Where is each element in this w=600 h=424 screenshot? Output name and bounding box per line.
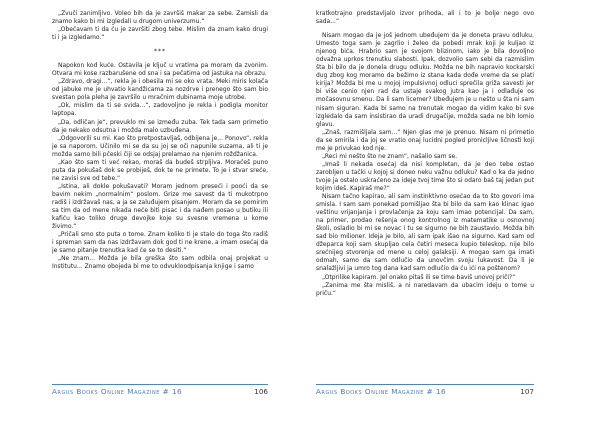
right-page-text xyxy=(316,10,534,390)
paragraph: „Imaš li nekada osećaj da nisi kompletan, da je deo tebe ostao zarobljen u tački u kojoj si doneo neku važnu odluku? Kad o ka da jedno tvoje ja ostalo uskraćeno za ideje tvoj time što si odaro baš taj jedan put kojim ideš. Kapiraš me?“ xyxy=(316,160,534,192)
magazine-title: Argus Books Online Magazine # 16 xyxy=(316,387,447,397)
paragraph: „Ok, mislim da ti se svida...“, zadovoljno je rekla i podigla monitor laptopa. xyxy=(52,102,268,118)
left-page-text xyxy=(52,10,268,390)
section-break: *** xyxy=(154,48,166,56)
paragraph: Nisam tačno kapirao, ali sam instinktivno osećao da to što govori ima smisla. I sam sam ponekad pomišljao šta bi bilo da sam kao klinac igao veštinu vrijanjanja i provlačenja za koju sam imao potencijal. Da sam, na primer, prodao rešenja onog kontrolnog iz matematike u osnovnoj školi, osladio bi mi se novac i tu se sigurno ne bih zaustavio. Možda bih sad bio milioner. Ideja je bilo, ali sam ipak išao na sigurno. Kad sam od džeparca koji sam skupljao cela četiri meseca kupio teleskop, nije bilo srećnijeg stvorenja od mene u celoj galaksiji. A mogao sam ga imati odmah, samo da sam odlučio da unovčim svoju lukavost. Da li je snalažljivi ja umro tog dana kad sam odlučio da ću ići na poštenom? xyxy=(316,193,534,273)
paragraph: „Kao što sam ti već rekao, moraš da budeš strpljiva. Moraćeš puno puta da pokušaš dok se probiješ, dok te ne primete. To je i stvar sreće, ne zavisi sve od tebe.“ xyxy=(52,158,268,182)
paragraph: „Zvuči zanimljivo. Voleo bih da je završiš makar za sebe. Zamisli da znamo kako bi mi izgledali u drugom univerzumu.“ xyxy=(52,10,268,26)
left-page-footer xyxy=(52,384,268,396)
magazine-title: Argus Books Online Magazine # 16 xyxy=(52,387,183,397)
paragraph: „Pričali smo sto puta o tome. Znam koliko ti je stalo do toga što radiš i spreman sam da nas izdržavam dok god ti ne krene, a imam osećaj da je samo pitanje trenutka kad će se to desiti.“ xyxy=(52,231,268,255)
paragraph: „Zdravo, dragi...“, rekla je i obesila mi se oko vrata. Meki miris kolača od jabuke me je uhvatio kandžicama za nozdrve i prenego što sam bio svestan pola pleha je završilo u mračnim dubinama moje utrobe. xyxy=(52,78,268,102)
right-page xyxy=(316,0,534,424)
paragraph: Napokon kod kuće. Ostavila je ključ u vratima pa moram da zvonim. Otvara mi kose razbarušene od sna i sa pečatima od jastuka na obrazu. xyxy=(52,62,268,78)
paragraph: „Odgovorili su mi. Kao što pretpostavljaš, odbijena je... Ponovo“, rekla je sa naporom. Učinilo mi se da su joj se oči napunile suzama, ali ti je možda samo bili pčeski čiji se odsjaj prelamao na njenim roždžanica. xyxy=(52,134,268,158)
right-page-footer xyxy=(316,384,534,396)
left-page xyxy=(52,0,268,424)
paragraph: kratkotrajno predstavljalo izvor prihoda, ali i to je bolje nego ovo sada...“ xyxy=(316,10,534,26)
page-number: 106 xyxy=(254,387,268,397)
paragraph: „Znaš, razmišljala sam...“ Njen glas me je prenuo. Nisam ni primetio da se smirila i da joj se vratio onaj lucidni pogled pronicljive ličnosti koji me je privukao kod nje. xyxy=(316,128,534,152)
paragraph: „Reci mi nešto što ne znam“, našalio sam se. xyxy=(322,152,458,160)
paragraph: „Ne znam... Možda je bila greška što sam odbila onaj projekat u Institutu... Znamo obojeda bi me to odvukloodpisanja knjige i samo xyxy=(52,255,268,271)
paragraph: „Da, odličan je“, prevuklo mi se između zuba. Tek tada sam primetio da je nekako odsutna i možda malo uzbuđena. xyxy=(52,118,268,134)
paragraph: „Istina, ali dokle pokušavati? Moram jednom preseći i pooći da se bavim nekim „normalnim“ poslom. Grize me savest da ti mukotrpno radiš i izdržavaš nas, a ja se zaluđujem pisanjem. Moram da se pomirim sa tim da od mene nikada neće biti pisac i da nađem posao u butiku ili kafiću kao toliko druge devojke koje su svesne vremena u kome živimo.“ xyxy=(52,182,268,231)
paragraph: Nisam mogao da je još jednom ubeđujem da je doneta pravu odluku. Umesto toga sam je zagrlio i želeo da pobedi mrak koji je kuljao iz njenog bića. Hrabrio sam je svojom blizinom, iako je bila dovoljno odvažna uprkos trenutku slabosti. Ipak, dozvolio sam sebi da razmislim šta bi bilo da je donela drugu odluku. Možda ne bih napravio kockarski dug zbog kog moramo da bežimo iz stana kada dođe vreme da se plati kirija? Možda bi me u mojoj impulsivnoj odluci sprečila grižа savesti jer bi više cenio njen rad da ustaje svakog jutra kao ja i odlađuje os močasovnu smenu. Da li sam licemer? Ubeđujem je u nešto u šta ni sam nisam siguran. Kada bi samo na trenutak mogao da vidim kako bi sve izgledalo da sam insistirao da uradi drugačije, možda sada ne bih lomio glavu. xyxy=(316,32,534,128)
paragraph: „Otprilike kapiram. Jel onako pitаš ili se time baviš unovoj priči?“ xyxy=(322,273,516,281)
paragraph: „Zanima me šta misliš, a ni naredavam da ubacim ideju o tome u priču.“ xyxy=(316,281,534,297)
page-number: 107 xyxy=(520,387,534,397)
footer-rule xyxy=(52,384,268,385)
footer-rule xyxy=(316,384,534,385)
paragraph: „Obećavam ti da ću je završiti zbog tebe. Mislim da znam kako drugi ti i ja izgledamo.“ xyxy=(52,26,268,42)
